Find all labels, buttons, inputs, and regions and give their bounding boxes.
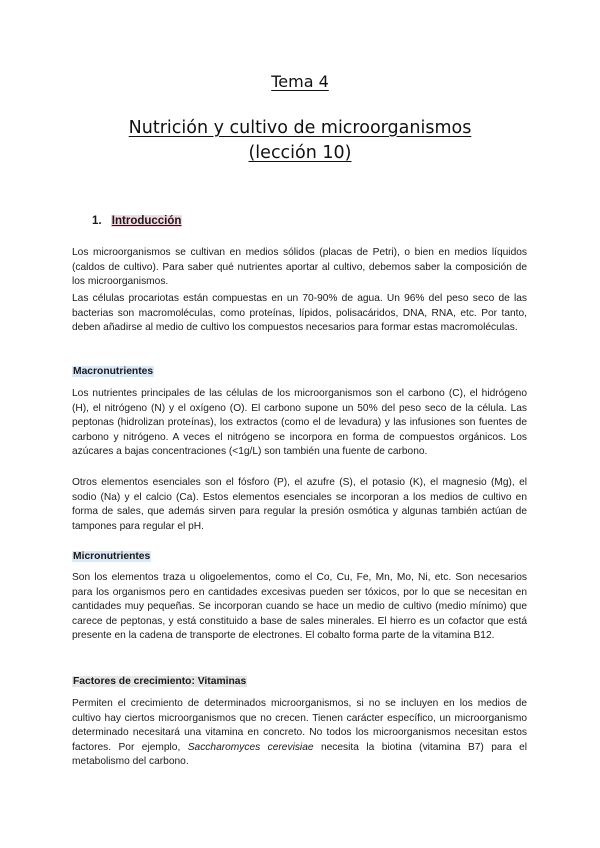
section-heading-introduccion xyxy=(92,215,182,227)
micronutrientes-paragraph: Son los elementos traza u oligoelementos, como el Co, Cu, Fe, Mn, Mo, Ni, etc. Son necesarios para los organismos pero en cantidades excesivas pueden ser tóxicos, por lo que se necesitan en cantidades muy pequeñas. Se incorporan cuando se hace un medio de cultivo (medio mínimo) que carece de peptonas, y está constituido a base de sales minerales. El hierro es un cofactor que está presente en la cadena de transporte de electrones. El cobalto forma parte de la vitamina B12. xyxy=(72,572,527,641)
subheading-factores xyxy=(72,676,247,687)
macronutrientes-heading: Macronutrientes xyxy=(73,366,154,377)
factores-text-before: Permiten el crecimiento de determinados microorganismos, si no se incluyen en los medios de cultivo hay ciertos microorganismos que no crecen. Tienen carácter específico, un microorganismo determinado necesitará una vitamina en concreto. No todos los microorganismos necesitan estos factores. Por ejemplo, xyxy=(72,698,527,753)
section-number: 1. xyxy=(92,215,102,227)
macronutrientes-paragraph-2: Otros elementos esenciales son el fósforo (P), el azufre (S), el potasio (K), el magnesio (Mg), el sodio (Na) y el calcio (Ca). Estos elementos esenciales se incorporan a los medios de cultivo en forma de sales, que además sirven para regular la presión osmótica y algunas también actúan de tampones para regular el pH. xyxy=(72,477,527,532)
title-line-2: (lección 10) xyxy=(248,143,352,163)
macronutrientes-paragraph-1: Los nutrientes principales de las células de los microorganismos son el carbono (C), el hidrógeno (H), el nitrógeno (N) y el oxígeno (O). El carbono supone un 50% del peso seco de la célula. Las peptonas (hidrolizan proteínas), los extractos (como el de levadura) y las infusiones son fuentes de carbono y nitrógeno. A veces el nitrógeno se incorpora en forma de compuestos orgánicos. Los azúcares a bajas concentraciones (<1g/L) son también una fuente de carbono. xyxy=(72,388,527,457)
subheading-macronutrientes xyxy=(72,366,154,377)
micronutrientes-heading: Micronutrientes xyxy=(73,551,151,562)
page-title xyxy=(0,116,600,166)
factores-heading: Factores de crecimiento: Vitaminas xyxy=(73,676,247,687)
intro-paragraph-1: Los microorganismos se cultivan en medios sólidos (placas de Petri), o bien en medios líquidos (caldos de cultivo). Para saber qué nutrientes aportar al cultivo, debemos saber la composición de los microorganismos. xyxy=(72,247,527,287)
title-line-1: Nutrición y cultivo de microorganismos xyxy=(128,118,472,138)
factores-paragraph xyxy=(72,697,527,770)
factores-text-after: necesita la biotina (vitamina B7) para el metabolismo del carbono. xyxy=(72,741,527,767)
subheading-micronutrientes xyxy=(72,551,151,562)
section-label: Introducción xyxy=(111,215,182,227)
species-name: Saccharomyces cerevisiae xyxy=(187,741,314,753)
topic-number: Tema 4 xyxy=(271,72,329,91)
intro-paragraph-2: Las células procariotas están compuestas en un 70-90% de agua. Un 96% del peso seco de las bacterias son macromoléculas, como proteínas, lípidos, polisacáridos, DNA, RNA, etc. Por tanto, deben añadirse al medio de cultivo los compuestos necesarios para formar estas macromoléculas. xyxy=(72,293,527,333)
